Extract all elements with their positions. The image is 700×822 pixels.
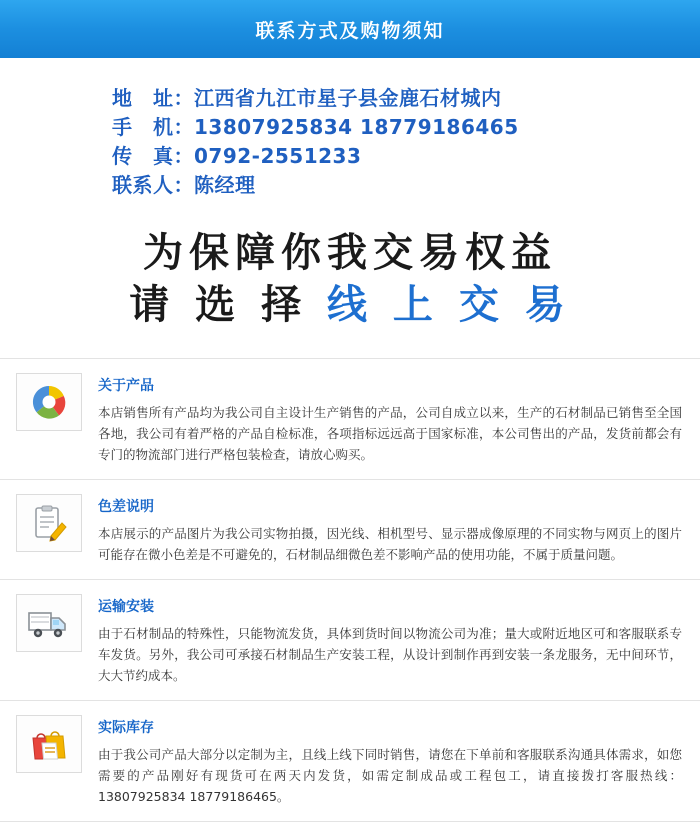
truck-icon (27, 606, 71, 640)
contact-row (112, 113, 700, 142)
slogan-highlight: 线 上 交 易 (327, 282, 571, 328)
banner-title: 联系方式及购物须知 (255, 19, 445, 42)
contact-value: 陈经理 (194, 173, 256, 197)
icon-frame (16, 373, 82, 431)
contact-value: 13807925834 18779186465 (194, 115, 519, 139)
section-body (98, 373, 682, 465)
slogan-prefix: 请 选 择 (129, 282, 327, 328)
contact-label: 地 址： (112, 86, 194, 110)
section-title: 色差说明 (98, 499, 154, 515)
pie-chart-icon (29, 382, 69, 422)
slogan-line-1: 为保障你我交易权益 (143, 230, 557, 276)
contact-value: 0792-2551233 (194, 144, 362, 168)
section-body (98, 494, 682, 565)
info-sections (0, 358, 700, 822)
section-title: 关于产品 (98, 378, 154, 394)
section-title: 运输安装 (98, 599, 154, 615)
icon-frame (16, 494, 82, 552)
info-section (0, 700, 700, 822)
section-text: 由于我公司产品大部分以定制为主，且线上线下同时销售，请您在下单前和客服联系沟通具体需求，如您需要的产品刚好有现货可在两天内发货，如需定制成品或工程包工，请直接拨打客服热线：13807925834 18779186465。 (98, 747, 682, 804)
contact-row (112, 142, 700, 171)
icon-frame (16, 715, 82, 773)
contact-label: 手 机： (112, 115, 194, 139)
icon-frame (16, 594, 82, 652)
section-text: 本店销售所有产品均为我公司自主设计生产销售的产品，公司自成立以来，生产的石材制品已销售至全国各地，我公司有着严格的产品自检标准，各项指标远远高于国家标准，本公司售出的产品，发货前都会有专门的物流部门进行严格包装检查，请放心购买。 (98, 405, 682, 462)
contact-row (112, 171, 700, 200)
contact-label: 联系人： (112, 173, 194, 197)
slogan-line-2 (0, 278, 700, 332)
info-section (0, 358, 700, 479)
slogan-block (0, 206, 700, 332)
info-section (0, 479, 700, 579)
contact-row (112, 84, 700, 113)
section-text: 本店展示的产品图片为我公司实物拍摄，因光线、相机型号、显示器成像原理的不同实物与网页上的图片可能存在微小色差是不可避免的，石材制品细微色差不影响产品的使用功能，不属于质量问题。 (98, 526, 682, 562)
section-body (98, 715, 682, 807)
page-banner (0, 0, 700, 58)
contact-block (0, 58, 700, 206)
shopping-bag-icon (29, 725, 69, 763)
info-section (0, 579, 700, 700)
section-title: 实际库存 (98, 720, 154, 736)
clipboard-pencil-icon (29, 503, 69, 543)
section-text: 由于石材制品的特殊性，只能物流发货，具体到货时间以物流公司为准；量大或附近地区可和客服联系专车发货。另外，我公司可承接石材制品生产安装工程，从设计到制作再到安装一条龙服务，无中间环节，大大节约成本。 (98, 626, 682, 683)
section-body (98, 594, 682, 686)
contact-label: 传 真： (112, 144, 194, 168)
contact-value: 江西省九江市星子县金鹿石材城内 (194, 86, 502, 110)
